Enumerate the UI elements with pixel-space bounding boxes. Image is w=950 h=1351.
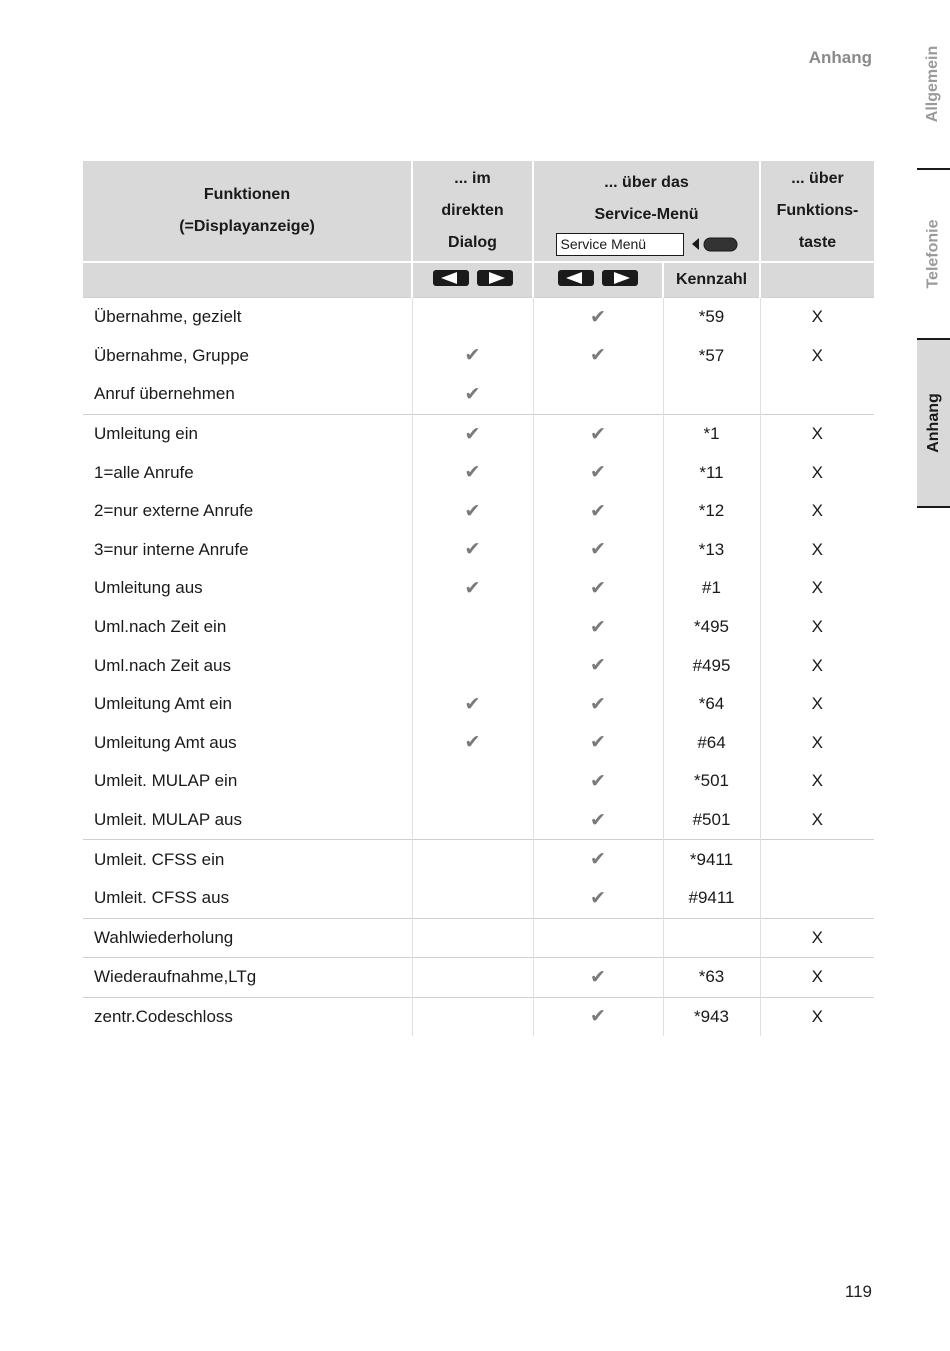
row-code: #495 [663, 646, 760, 685]
header-direct-line1: ... im [454, 170, 491, 187]
header-direct-line2: direkten [441, 202, 504, 219]
row-service-menu-check: ✔ [533, 997, 663, 1036]
row-code: #64 [663, 724, 760, 763]
left-arrow-key-icon [433, 269, 469, 287]
table-row [83, 685, 874, 724]
table-row [83, 298, 874, 337]
header-service-line1: ... über das [604, 173, 689, 191]
row-code: *943 [663, 997, 760, 1036]
row-direct-dialog-check [412, 608, 533, 647]
nav-keys-icon [433, 269, 513, 287]
row-direct-dialog-check: ✔ [412, 724, 533, 763]
row-function-label: Umleit. MULAP aus [94, 810, 243, 830]
row-service-menu-check: ✔ [533, 646, 663, 685]
row-code [663, 918, 760, 958]
row-function-label: Umleitung ein [83, 414, 412, 453]
table-row [83, 918, 874, 958]
row-code: *59 [663, 298, 760, 337]
row-code [663, 375, 760, 414]
row-function-label: 3=nur interne Anrufe [94, 539, 249, 559]
row-code: #501 [663, 801, 760, 840]
table-row [83, 414, 874, 453]
display-key-icon [690, 235, 738, 253]
row-function-label: 2=nur externe Anrufe [94, 501, 254, 521]
row-function-label: Umleit. CFSS aus [94, 888, 230, 908]
row-function-label: Umleitung Amt aus [94, 732, 237, 752]
row-service-menu-check [533, 918, 663, 958]
row-direct-dialog-check: ✔ [412, 531, 533, 570]
function-table-body [83, 298, 874, 1037]
header-key-line2: Funktions- [776, 202, 859, 219]
table-row [83, 801, 874, 840]
header-functions [83, 161, 412, 262]
service-menu-display-row [534, 233, 759, 256]
row-function-key-mark [760, 375, 874, 414]
row-function-key-mark: X [760, 997, 874, 1036]
row-code: *12 [663, 492, 760, 531]
row-function-key-mark: X [760, 298, 874, 337]
row-service-menu-check: ✔ [533, 453, 663, 492]
row-service-menu-check: ✔ [533, 492, 663, 531]
row-code: *13 [663, 531, 760, 570]
function-table [83, 161, 874, 1036]
row-function-key-mark [760, 840, 874, 879]
header-key-empty [760, 262, 874, 298]
row-direct-dialog-check: ✔ [412, 337, 533, 376]
row-function-label: Umleitung Amt ein [94, 694, 232, 714]
table-row [83, 646, 874, 685]
row-service-menu-check: ✔ [533, 337, 663, 376]
row-function-label: Wahlwiederholung [83, 918, 412, 958]
table-row [83, 375, 874, 414]
table-row [83, 879, 874, 918]
row-code: *9411 [663, 840, 760, 879]
row-service-menu-check [533, 375, 663, 414]
row-direct-dialog-check: ✔ [412, 685, 533, 724]
row-direct-dialog-check: ✔ [412, 375, 533, 414]
row-function-key-mark: X [760, 918, 874, 958]
header-direct-line3: Dialog [448, 234, 497, 251]
row-code: *1 [663, 414, 760, 453]
row-function-label: 1=alle Anrufe [94, 462, 194, 482]
page-header-title: Anhang [808, 48, 872, 67]
header-code: Kennzahl [663, 262, 760, 298]
row-function-key-mark [760, 879, 874, 918]
row-code: *11 [663, 453, 760, 492]
row-function-label: Übernahme, gezielt [83, 298, 412, 337]
row-code: #1 [663, 569, 760, 608]
header-direct-nav-keys [412, 262, 533, 298]
row-service-menu-check: ✔ [533, 298, 663, 337]
side-tab-label: Anhang [924, 393, 942, 453]
row-function-label: Umleit. CFSS ein [83, 840, 412, 879]
row-direct-dialog-check [412, 762, 533, 801]
page-number: 119 [844, 1282, 872, 1301]
header-empty-cell [83, 262, 412, 298]
table-row [83, 531, 874, 570]
table-row [83, 997, 874, 1036]
nav-keys-icon [558, 269, 638, 287]
row-function-key-mark: X [760, 531, 874, 570]
row-function-label: Wiederaufnahme,LTg [83, 958, 412, 998]
row-direct-dialog-check: ✔ [412, 492, 533, 531]
row-service-menu-check: ✔ [533, 724, 663, 763]
side-tab-allgemein[interactable] [917, 0, 950, 168]
row-function-key-mark: X [760, 801, 874, 840]
row-function-label: Anruf übernehmen [94, 384, 235, 404]
header-function-key [760, 161, 874, 262]
row-function-key-mark: X [760, 608, 874, 647]
row-service-menu-check: ✔ [533, 685, 663, 724]
row-direct-dialog-check [412, 958, 533, 998]
tab-divider [917, 506, 950, 508]
row-service-menu-check: ✔ [533, 958, 663, 998]
row-function-label: Uml.nach Zeit aus [94, 655, 231, 675]
row-function-key-mark: X [760, 646, 874, 685]
row-function-label: Uml.nach Zeit ein [94, 617, 227, 637]
side-tab-label: Telefonie [924, 219, 942, 289]
row-service-menu-check: ✔ [533, 840, 663, 879]
row-direct-dialog-check: ✔ [412, 414, 533, 453]
row-function-key-mark: X [760, 414, 874, 453]
row-direct-dialog-check [412, 918, 533, 958]
header-direct-dialog [412, 161, 533, 262]
header-functions-line2: (=Displayanzeige) [179, 218, 315, 235]
row-direct-dialog-check [412, 801, 533, 840]
table-row [83, 569, 874, 608]
row-code: *63 [663, 958, 760, 998]
row-function-key-mark: X [760, 453, 874, 492]
row-code: *64 [663, 685, 760, 724]
table-row [83, 337, 874, 376]
left-arrow-key-icon [558, 269, 594, 287]
row-service-menu-check: ✔ [533, 414, 663, 453]
row-service-menu-check: ✔ [533, 569, 663, 608]
table-row [83, 762, 874, 801]
table-row [83, 958, 874, 998]
table-row [83, 453, 874, 492]
row-function-label: zentr.Codeschloss [83, 997, 412, 1036]
right-arrow-key-icon [477, 269, 513, 287]
row-service-menu-check: ✔ [533, 879, 663, 918]
header-service-line2: Service-Menü [594, 205, 699, 223]
row-function-label: Übernahme, Gruppe [94, 345, 249, 365]
row-direct-dialog-check [412, 298, 533, 337]
row-function-key-mark: X [760, 337, 874, 376]
row-service-menu-check: ✔ [533, 801, 663, 840]
row-direct-dialog-check [412, 840, 533, 879]
row-function-key-mark: X [760, 958, 874, 998]
header-service-menu [533, 161, 760, 262]
header-service-nav-keys [533, 262, 663, 298]
row-service-menu-check: ✔ [533, 531, 663, 570]
row-function-key-mark: X [760, 492, 874, 531]
header-functions-line1: Funktionen [203, 186, 291, 203]
table-row [83, 608, 874, 647]
right-arrow-key-icon [602, 269, 638, 287]
row-code: #9411 [663, 879, 760, 918]
side-tab-label: Allgemein [924, 45, 942, 123]
row-direct-dialog-check [412, 997, 533, 1036]
row-direct-dialog-check: ✔ [412, 569, 533, 608]
table-row [83, 724, 874, 763]
side-tab-telefonie[interactable] [917, 170, 950, 338]
row-function-label: Umleit. MULAP ein [94, 771, 238, 791]
row-code: *57 [663, 337, 760, 376]
row-service-menu-check: ✔ [533, 762, 663, 801]
row-function-key-mark: X [760, 724, 874, 763]
side-tab-anhang[interactable] [917, 340, 950, 506]
row-direct-dialog-check: ✔ [412, 453, 533, 492]
row-direct-dialog-check [412, 879, 533, 918]
header-key-line3: taste [798, 234, 837, 251]
service-menu-display-box: Service Menü [556, 233, 684, 256]
row-function-key-mark: X [760, 685, 874, 724]
row-function-key-mark: X [760, 762, 874, 801]
row-direct-dialog-check [412, 646, 533, 685]
table-row [83, 492, 874, 531]
row-service-menu-check: ✔ [533, 608, 663, 647]
function-table-container [83, 161, 874, 1036]
header-key-line1: ... über [791, 170, 844, 187]
table-row [83, 840, 874, 879]
row-code: *495 [663, 608, 760, 647]
row-code: *501 [663, 762, 760, 801]
row-function-key-mark: X [760, 569, 874, 608]
row-function-label: Umleitung aus [94, 578, 203, 598]
